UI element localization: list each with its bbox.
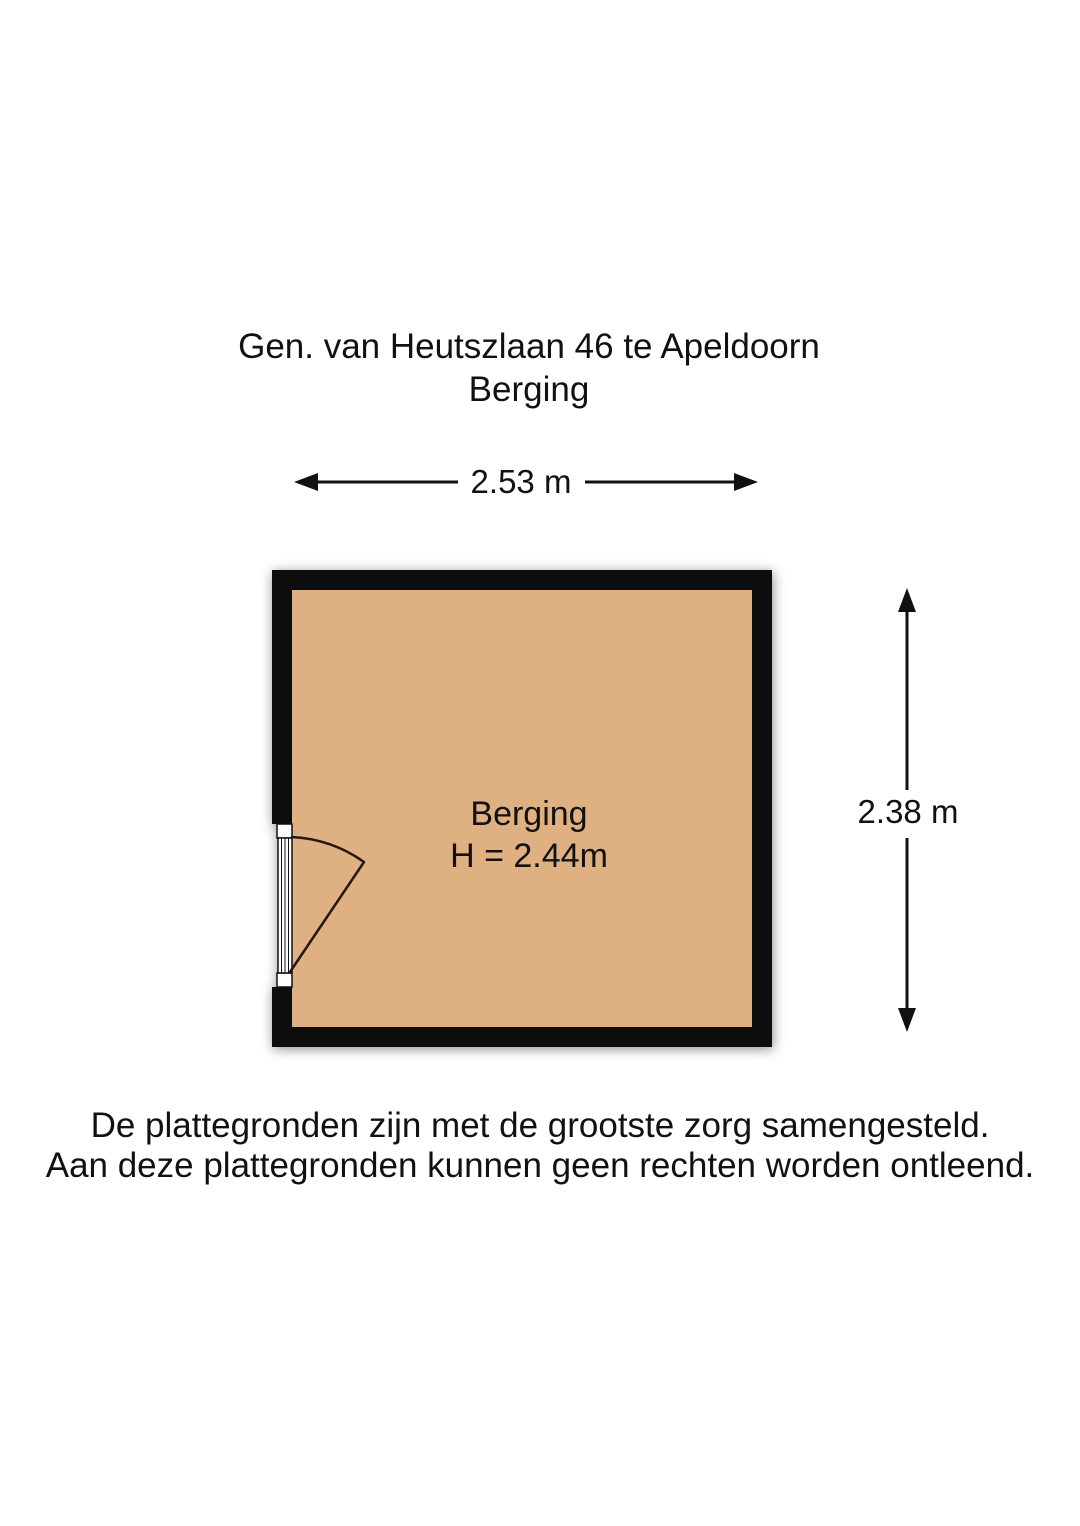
arrow-up-icon [898, 588, 916, 612]
arrow-down-icon [898, 1008, 916, 1032]
wall-bottom [272, 1027, 772, 1047]
room-ceiling-height: H = 2.44m [450, 837, 608, 875]
door-frame-top [277, 824, 292, 838]
door-frame-bottom [277, 973, 292, 987]
width-dimension-label: 2.53 m [470, 463, 572, 500]
wall-left-lower [272, 987, 292, 1047]
plan-title-room: Berging [468, 370, 590, 409]
wall-top [272, 570, 772, 590]
disclaimer [0, 1106, 1080, 1186]
wall-left-upper [272, 570, 292, 824]
arrow-left-icon [294, 473, 318, 491]
room-label [329, 793, 729, 877]
room-name: Berging [470, 795, 588, 833]
arrow-right-icon [734, 473, 758, 491]
disclaimer-line-2: Aan deze plattegronden kunnen geen rechten worden ontleend. [45, 1146, 1035, 1185]
disclaimer-line-1: De plattegronden zijn met de grootste zorg samengesteld. [90, 1106, 990, 1145]
height-dimension-label: 2.38 m [857, 793, 959, 830]
plan-title-address: Gen. van Heutszlaan 46 te Apeldoorn [238, 327, 820, 366]
